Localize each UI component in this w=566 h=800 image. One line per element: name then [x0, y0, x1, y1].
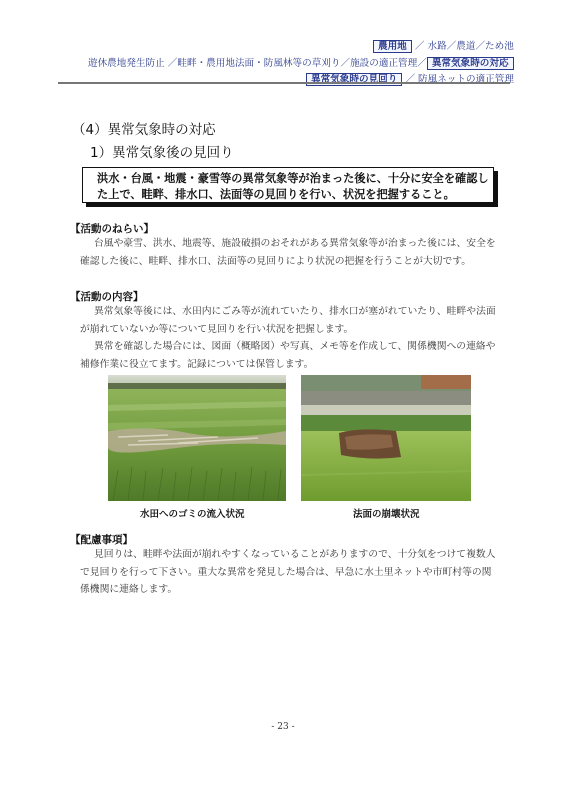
notes-line-3: 係機関に連絡します。	[80, 584, 178, 595]
summary-line-2: た上で、畦畔、排水口、法面等の見回りを行い、状況を把握すること。	[97, 187, 455, 201]
notes-line-2: で見回りを行って下さい。重大な異常を発見した場合は、早急に水土里ネットや市町村等の関	[80, 566, 492, 578]
header-divider	[58, 82, 510, 84]
content-line-1: 異常気象等後には、水田内にごみ等が流れていたり、排水口が塞がれていたり、畦畔や法面	[94, 306, 496, 317]
nav-row-2-text: 遊休農地発生防止 ／畦畔・農用地法面・防風林等の草刈り／施設の適正管理／	[88, 58, 427, 69]
content-title: 【活動の内容】	[70, 291, 144, 303]
page-number: - 23 -	[271, 722, 295, 732]
notes-paragraph	[80, 546, 534, 599]
notes-line-1: 見回りは、畦畔や法面が崩れやすくなっていることがありますので、十分気をつけて複数人	[94, 549, 496, 560]
nav-highlight-farmland: 農用地	[373, 40, 412, 53]
section-heading: （4）異常気象時の対応	[72, 122, 216, 138]
aim-paragraph	[80, 235, 534, 270]
content-line-4: 補修作業に役立てます。記録については保管します。	[80, 358, 314, 370]
nav-highlight-abnormal-weather: 異常気象時の対応	[427, 57, 514, 70]
notes-title: 【配慮事項】	[70, 534, 133, 546]
summary-box	[82, 167, 494, 203]
aim-line-2: 確認した後に、畦畔、排水口、法面等の見回りにより状況の把握を行うことが大切です。	[80, 255, 472, 267]
aim-title: 【活動のねらい】	[70, 223, 154, 235]
aim-line-1: 台風や豪雪、洪水、地震等、施設破損のおそれがある異常気象等が治まった後には、安全を	[94, 238, 496, 249]
nav-row-3-rest: ／ 防風ネットの適正管理	[405, 74, 514, 85]
summary-line-1: 洪水・台風・地震・豪雪等の異常気象等が治まった後に、十分に安全を確認し	[97, 172, 489, 185]
nav-row-2	[88, 55, 514, 69]
content-paragraph	[80, 303, 534, 373]
nav-highlight-patrol: 異常気象時の見回り	[306, 73, 402, 86]
nav-row-1-rest: ／ 水路／農道／ため池	[414, 41, 514, 52]
photo-caption-paddy: 水田へのゴミの流入状況	[140, 509, 245, 520]
content-line-3: 異常を確認した場合には、図面（概略図）や写真、メモ等を作成して、関係機関への連絡や	[94, 341, 496, 352]
photo-caption-slope: 法面の崩壊状況	[353, 509, 420, 520]
slope-collapse-photo	[301, 375, 471, 501]
subsection-heading: 1）異常気象後の見回り	[90, 145, 234, 161]
content-line-2: が崩れていないか等について見回りを行い状況を把握します。	[80, 323, 354, 335]
nav-row-1	[373, 38, 514, 52]
paddy-debris-photo	[108, 375, 286, 501]
